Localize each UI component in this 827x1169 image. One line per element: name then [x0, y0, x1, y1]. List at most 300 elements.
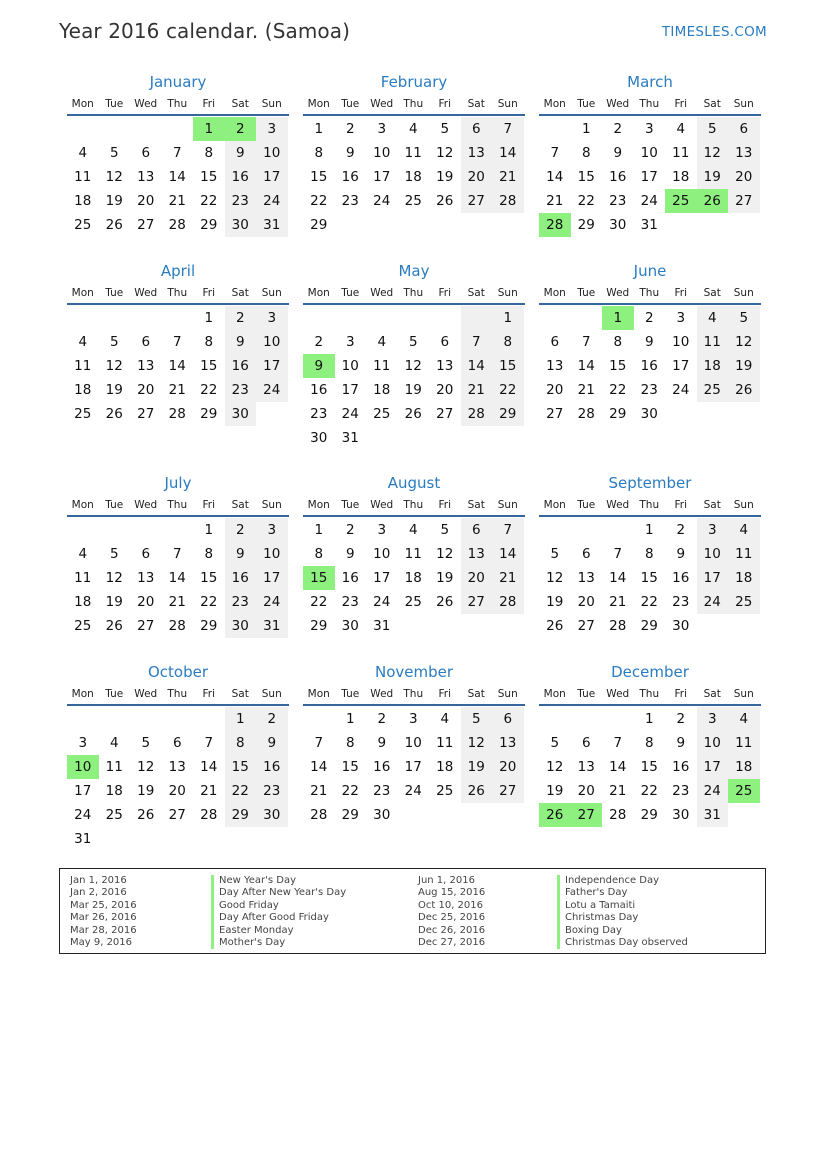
weekday-label: Tue — [341, 287, 360, 299]
day-cell: 5 — [461, 707, 493, 731]
empty-cell — [130, 306, 162, 330]
weekday-label: Tue — [577, 287, 596, 299]
day-cell: 21 — [310, 783, 328, 799]
day-cell: 12 — [137, 759, 155, 775]
day-cell: 30 — [225, 402, 257, 426]
day-cell: 8 — [492, 330, 524, 354]
day-cell: 16 — [310, 382, 328, 398]
day-cell: 8 — [204, 546, 214, 562]
day-cell: 25 — [373, 406, 391, 422]
day-cell: 26 — [436, 193, 454, 209]
weekday-label: Mon — [543, 98, 566, 110]
empty-cell — [99, 306, 131, 330]
day-cell: 9 — [225, 330, 257, 354]
month-title: February — [380, 73, 448, 91]
day-cell: 16 — [225, 566, 257, 590]
holiday-cell: 15 — [303, 566, 335, 590]
day-cell: 14 — [200, 759, 218, 775]
day-grid — [67, 707, 289, 851]
day-cell: 13 — [577, 570, 595, 586]
day-cell: 2 — [377, 711, 387, 727]
day-cell: 28 — [461, 402, 493, 426]
day-cell: 24 — [256, 189, 288, 213]
day-cell: 11 — [74, 570, 92, 586]
weekday-label: Sun — [261, 688, 282, 700]
day-cell: 20 — [492, 755, 524, 779]
day-cell: 19 — [436, 570, 454, 586]
day-cell: 18 — [728, 755, 760, 779]
day-cell: 16 — [373, 759, 391, 775]
day-cell: 18 — [105, 783, 123, 799]
day-cell: 21 — [492, 165, 524, 189]
day-cell: 3 — [256, 306, 288, 330]
day-cell: 18 — [436, 759, 454, 775]
day-cell: 9 — [613, 145, 623, 161]
day-cell: 20 — [461, 165, 493, 189]
day-cell: 18 — [404, 570, 422, 586]
day-cell: 22 — [200, 193, 218, 209]
day-cell: 4 — [78, 334, 88, 350]
weekday-label: Thu — [403, 287, 424, 299]
day-cell: 6 — [141, 546, 151, 562]
day-cell: 5 — [109, 334, 119, 350]
day-cell: 27 — [137, 406, 155, 422]
day-cell: 12 — [436, 546, 454, 562]
day-cell: 23 — [672, 783, 690, 799]
weekday-label: Fri — [438, 98, 451, 110]
day-cell: 13 — [137, 169, 155, 185]
empty-cell — [162, 117, 194, 141]
day-cell: 20 — [168, 783, 186, 799]
day-cell: 10 — [373, 546, 391, 562]
legend-holiday-name: New Year's Day — [211, 875, 346, 887]
day-cell: 11 — [74, 358, 92, 374]
day-cell: 18 — [697, 354, 729, 378]
weekday-label: Fri — [674, 287, 687, 299]
weekday-label: Sat — [467, 287, 485, 299]
weekday-label: Thu — [403, 98, 424, 110]
day-grid — [539, 117, 761, 237]
month-title: April — [160, 262, 196, 280]
weekday-label: Sat — [231, 98, 249, 110]
day-cell: 14 — [168, 570, 186, 586]
day-cell: 1 — [225, 707, 257, 731]
day-cell: 14 — [492, 141, 524, 165]
day-cell: 26 — [105, 618, 123, 634]
day-cell: 29 — [492, 402, 524, 426]
empty-cell — [130, 518, 162, 542]
day-cell: 24 — [697, 590, 729, 614]
holiday-cell: 28 — [539, 213, 571, 237]
day-cell: 31 — [373, 618, 391, 634]
day-grid — [303, 707, 525, 827]
day-cell: 4 — [78, 145, 88, 161]
legend-holiday-name: Day After New Year's Day — [211, 887, 346, 899]
month-september — [539, 471, 761, 638]
day-cell: 23 — [225, 378, 257, 402]
weekday-label: Thu — [167, 98, 188, 110]
weekday-header — [67, 283, 289, 305]
day-cell: 24 — [373, 594, 391, 610]
day-cell: 5 — [440, 522, 450, 538]
day-cell: 25 — [728, 590, 760, 614]
day-cell: 28 — [168, 406, 186, 422]
month-title: July — [164, 474, 192, 492]
day-cell: 29 — [310, 217, 328, 233]
weekday-label: Fri — [438, 688, 451, 700]
day-cell: 3 — [256, 117, 288, 141]
day-cell: 17 — [256, 566, 288, 590]
month-title: June — [633, 262, 667, 280]
day-cell: 9 — [377, 735, 387, 751]
day-cell: 19 — [728, 354, 760, 378]
day-cell: 22 — [640, 594, 658, 610]
day-cell: 22 — [640, 783, 658, 799]
day-cell: 16 — [672, 570, 690, 586]
day-cell: 6 — [141, 145, 151, 161]
weekday-label: Mon — [543, 287, 566, 299]
day-cell: 3 — [377, 522, 387, 538]
weekday-label: Sat — [703, 499, 721, 511]
empty-cell — [67, 117, 99, 141]
legend-names-left — [211, 875, 346, 949]
holiday-cell: 10 — [67, 755, 99, 779]
day-cell: 11 — [404, 145, 422, 161]
weekday-header — [67, 684, 289, 706]
weekday-header — [539, 283, 761, 305]
legend-date: Dec 26, 2016 — [418, 924, 486, 936]
day-cell: 22 — [492, 378, 524, 402]
day-cell: 15 — [200, 169, 218, 185]
day-cell: 20 — [137, 382, 155, 398]
day-cell: 15 — [577, 169, 595, 185]
weekday-label: Mon — [71, 287, 94, 299]
day-cell: 22 — [200, 382, 218, 398]
legend-names-right — [557, 875, 688, 949]
day-cell: 20 — [728, 165, 760, 189]
day-cell: 22 — [577, 193, 595, 209]
day-cell: 24 — [256, 378, 288, 402]
day-cell: 30 — [373, 807, 391, 823]
day-cell: 20 — [436, 382, 454, 398]
day-cell: 31 — [640, 217, 658, 233]
day-cell: 19 — [546, 594, 564, 610]
day-cell: 20 — [137, 193, 155, 209]
weekday-label: Wed — [370, 287, 394, 299]
day-cell: 4 — [408, 522, 418, 538]
day-cell: 9 — [676, 546, 686, 562]
empty-cell — [571, 306, 603, 330]
holiday-cell: 1 — [193, 117, 225, 141]
legend-date: Jan 2, 2016 — [70, 887, 127, 899]
weekday-label: Wed — [606, 287, 630, 299]
day-cell: 6 — [728, 117, 760, 141]
weekday-label: Tue — [105, 688, 124, 700]
day-cell: 23 — [672, 594, 690, 610]
day-cell: 10 — [341, 358, 359, 374]
day-cell: 4 — [377, 334, 387, 350]
day-cell: 8 — [204, 145, 214, 161]
weekday-label: Sun — [497, 98, 518, 110]
day-cell: 18 — [373, 382, 391, 398]
day-cell: 7 — [461, 330, 493, 354]
weekday-label: Sun — [261, 499, 282, 511]
day-cell: 17 — [373, 169, 391, 185]
day-cell: 5 — [109, 546, 119, 562]
empty-cell — [303, 707, 335, 731]
day-cell: 20 — [137, 594, 155, 610]
day-cell: 16 — [672, 759, 690, 775]
day-cell: 15 — [200, 358, 218, 374]
day-cell: 31 — [74, 831, 92, 847]
weekday-label: Wed — [606, 499, 630, 511]
day-cell: 27 — [168, 807, 186, 823]
day-cell: 19 — [461, 755, 493, 779]
day-cell: 14 — [492, 542, 524, 566]
day-cell: 11 — [404, 546, 422, 562]
weekday-header — [303, 495, 525, 517]
weekday-label: Thu — [639, 499, 660, 511]
day-cell: 10 — [256, 542, 288, 566]
day-cell: 12 — [546, 759, 564, 775]
weekday-label: Tue — [577, 688, 596, 700]
day-cell: 8 — [314, 145, 324, 161]
month-title: March — [627, 73, 673, 91]
weekday-label: Wed — [370, 98, 394, 110]
day-cell: 29 — [640, 807, 658, 823]
day-cell: 7 — [204, 735, 214, 751]
day-cell: 6 — [172, 735, 182, 751]
day-cell: 30 — [672, 807, 690, 823]
day-cell: 10 — [373, 145, 391, 161]
empty-cell — [398, 306, 430, 330]
holiday-cell: 27 — [571, 803, 603, 827]
day-cell: 16 — [609, 169, 627, 185]
weekday-header — [539, 684, 761, 706]
holiday-cell: 25 — [728, 779, 760, 803]
month-title: August — [387, 474, 441, 492]
day-cell: 5 — [440, 121, 450, 137]
day-cell: 8 — [581, 145, 591, 161]
day-cell: 16 — [225, 165, 257, 189]
day-cell: 22 — [225, 779, 257, 803]
day-grid — [67, 306, 289, 426]
month-february — [303, 70, 525, 237]
weekday-label: Fri — [674, 98, 687, 110]
empty-cell — [303, 306, 335, 330]
day-cell: 6 — [461, 117, 493, 141]
day-cell: 15 — [341, 759, 359, 775]
day-cell: 16 — [341, 169, 359, 185]
empty-cell — [429, 306, 461, 330]
day-cell: 23 — [373, 783, 391, 799]
day-cell: 19 — [546, 783, 564, 799]
day-cell: 18 — [74, 193, 92, 209]
weekday-label: Sat — [703, 98, 721, 110]
day-cell: 1 — [644, 522, 654, 538]
day-cell: 2 — [225, 518, 257, 542]
day-cell: 17 — [256, 354, 288, 378]
day-cell: 8 — [644, 735, 654, 751]
day-cell: 6 — [141, 334, 151, 350]
day-cell: 8 — [644, 546, 654, 562]
day-cell: 10 — [672, 334, 690, 350]
day-cell: 18 — [74, 594, 92, 610]
holiday-cell: 25 — [665, 189, 697, 213]
weekday-label: Sun — [261, 98, 282, 110]
day-cell: 2 — [345, 522, 355, 538]
weekday-label: Thu — [167, 499, 188, 511]
weekday-label: Mon — [307, 688, 330, 700]
empty-cell — [130, 707, 162, 731]
day-cell: 24 — [74, 807, 92, 823]
day-cell: 2 — [256, 707, 288, 731]
day-cell: 1 — [204, 310, 214, 326]
day-cell: 23 — [225, 189, 257, 213]
weekday-label: Sun — [497, 688, 518, 700]
day-cell: 21 — [168, 594, 186, 610]
empty-cell — [67, 518, 99, 542]
month-title: May — [398, 262, 430, 280]
month-title: December — [611, 663, 689, 681]
weekday-label: Sun — [733, 499, 754, 511]
day-cell: 26 — [546, 618, 564, 634]
day-cell: 13 — [546, 358, 564, 374]
day-cell: 12 — [728, 330, 760, 354]
holiday-cell: 26 — [539, 803, 571, 827]
day-cell: 11 — [697, 330, 729, 354]
day-cell: 7 — [613, 735, 623, 751]
weekday-label: Mon — [543, 499, 566, 511]
weekday-label: Fri — [438, 499, 451, 511]
day-cell: 16 — [640, 358, 658, 374]
day-cell: 28 — [168, 217, 186, 233]
day-cell: 24 — [373, 193, 391, 209]
legend-holiday-name: Father's Day — [557, 887, 688, 899]
day-cell: 12 — [105, 570, 123, 586]
day-cell: 29 — [225, 803, 257, 827]
day-cell: 19 — [436, 169, 454, 185]
day-cell: 30 — [310, 430, 328, 446]
legend-holiday-name: Christmas Day — [557, 912, 688, 924]
weekday-label: Sun — [733, 98, 754, 110]
day-cell: 6 — [581, 735, 591, 751]
weekday-label: Fri — [202, 287, 215, 299]
day-cell: 5 — [109, 145, 119, 161]
day-cell: 3 — [256, 518, 288, 542]
day-cell: 9 — [345, 546, 355, 562]
day-cell: 30 — [640, 406, 658, 422]
day-cell: 15 — [310, 169, 328, 185]
day-cell: 15 — [640, 570, 658, 586]
legend-date: Oct 10, 2016 — [418, 899, 483, 911]
day-cell: 22 — [310, 193, 328, 209]
day-cell: 26 — [728, 378, 760, 402]
legend-date: Mar 26, 2016 — [70, 912, 137, 924]
day-cell: 21 — [546, 193, 564, 209]
day-cell: 8 — [345, 735, 355, 751]
weekday-label: Thu — [167, 688, 188, 700]
day-cell: 21 — [168, 382, 186, 398]
day-cell: 2 — [345, 121, 355, 137]
day-cell: 28 — [577, 406, 595, 422]
weekday-label: Tue — [341, 98, 360, 110]
weekday-label: Sat — [231, 499, 249, 511]
day-cell: 5 — [141, 735, 151, 751]
day-cell: 17 — [373, 570, 391, 586]
legend-holiday-name: Day After Good Friday — [211, 912, 346, 924]
day-cell: 17 — [341, 382, 359, 398]
day-cell: 8 — [314, 546, 324, 562]
day-cell: 13 — [461, 542, 493, 566]
legend-date: Jan 1, 2016 — [70, 875, 127, 886]
day-grid — [303, 306, 525, 450]
month-march — [539, 70, 761, 237]
day-cell: 24 — [256, 590, 288, 614]
day-cell: 10 — [640, 145, 658, 161]
day-cell: 13 — [577, 759, 595, 775]
day-cell: 9 — [676, 735, 686, 751]
day-cell: 29 — [310, 618, 328, 634]
legend-holiday-name: Christmas Day observed — [557, 937, 688, 949]
weekday-label: Sat — [467, 499, 485, 511]
weekday-label: Fri — [674, 499, 687, 511]
day-cell: 12 — [546, 570, 564, 586]
day-cell: 26 — [105, 217, 123, 233]
day-cell: 23 — [256, 779, 288, 803]
day-cell: 10 — [404, 735, 422, 751]
weekday-label: Tue — [105, 499, 124, 511]
day-cell: 3 — [377, 121, 387, 137]
weekday-label: Fri — [438, 287, 451, 299]
day-cell: 2 — [225, 306, 257, 330]
empty-cell — [162, 707, 194, 731]
day-cell: 12 — [105, 169, 123, 185]
empty-cell — [539, 306, 571, 330]
day-cell: 1 — [492, 306, 524, 330]
weekday-label: Mon — [543, 688, 566, 700]
brand-link[interactable]: TIMESLES.COM — [661, 24, 767, 40]
day-cell: 19 — [105, 382, 123, 398]
day-cell: 9 — [644, 334, 654, 350]
day-cell: 14 — [609, 759, 627, 775]
day-cell: 22 — [341, 783, 359, 799]
day-cell: 5 — [697, 117, 729, 141]
day-cell: 17 — [404, 759, 422, 775]
day-cell: 21 — [577, 382, 595, 398]
day-cell: 27 — [546, 406, 564, 422]
day-cell: 23 — [341, 193, 359, 209]
weekday-label: Wed — [606, 98, 630, 110]
day-cell: 25 — [74, 406, 92, 422]
day-cell: 9 — [345, 145, 355, 161]
weekday-label: Sat — [231, 287, 249, 299]
day-cell: 3 — [676, 310, 686, 326]
day-cell: 17 — [672, 358, 690, 374]
weekday-label: Tue — [105, 287, 124, 299]
empty-cell — [539, 518, 571, 542]
weekday-label: Wed — [606, 688, 630, 700]
empty-cell — [99, 707, 131, 731]
day-cell: 25 — [105, 807, 123, 823]
day-cell: 7 — [492, 117, 524, 141]
day-cell: 20 — [546, 382, 564, 398]
day-cell: 14 — [609, 570, 627, 586]
day-cell: 13 — [492, 731, 524, 755]
day-cell: 9 — [225, 542, 257, 566]
day-cell: 13 — [137, 358, 155, 374]
day-cell: 6 — [492, 707, 524, 731]
